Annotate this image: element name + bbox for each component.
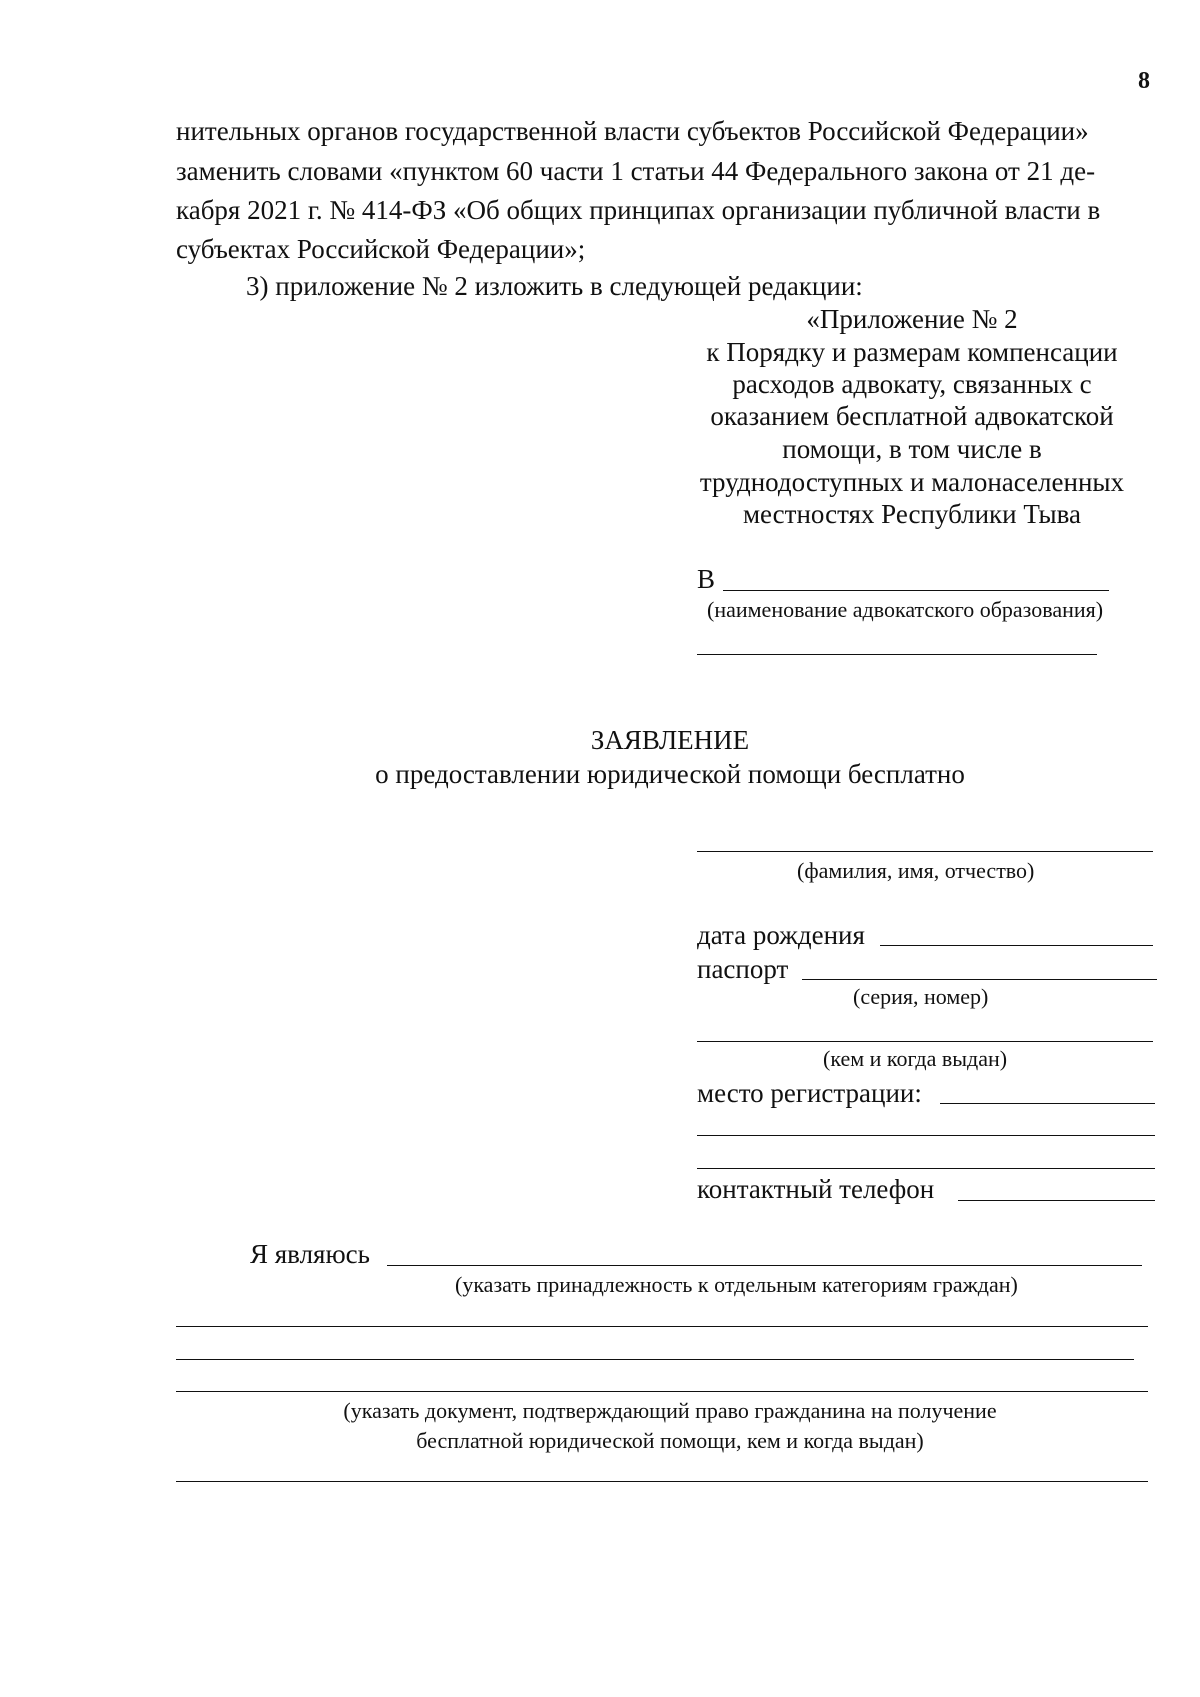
page-number: 8 <box>1138 68 1150 94</box>
appendix-line-3: расходов адвокату, связанных с <box>732 369 1092 399</box>
addressee-line-2[interactable] <box>697 654 1097 655</box>
phone-label: контактный телефон <box>697 1174 935 1204</box>
phone-line[interactable] <box>958 1200 1155 1201</box>
appendix-line-1: «Приложение № 2 <box>806 304 1018 334</box>
registration-line-2[interactable] <box>697 1135 1155 1136</box>
intro-line-3: кабря 2021 г. № 414-ФЗ «Об общих принципах организации публичной власти в <box>176 195 1101 225</box>
birth-date-line[interactable] <box>880 945 1153 946</box>
addressee-caption: (наименование адвокатского образования) <box>707 597 1104 622</box>
passport-line[interactable] <box>802 979 1157 980</box>
appendix-line-7: местностях Республики Тыва <box>742 499 1082 529</box>
addressee-prefix: В <box>697 564 716 594</box>
status-caption: (указать принадлежность к отдельным категориям граждан) <box>455 1272 1018 1297</box>
passport-label: паспорт <box>697 954 789 984</box>
intro-line-1: нительных органов государственной власти субъектов Российской Федерации» <box>176 116 1089 146</box>
intro-line-4: субъектах Российской Федерации»; <box>176 234 586 264</box>
appendix-line-2: к Порядку и размерам компенсации <box>706 337 1118 367</box>
document-subtitle: о предоставлении юридической помощи бесплатно <box>375 759 965 789</box>
registration-line-3[interactable] <box>697 1168 1155 1169</box>
addressee-line[interactable] <box>723 590 1109 591</box>
registration-label: место регистрации: <box>697 1078 922 1108</box>
issued-line[interactable] <box>697 1041 1153 1042</box>
fio-caption: (фамилия, имя, отчество) <box>797 858 1035 883</box>
document-line-3[interactable] <box>176 1391 1148 1392</box>
document-caption-1: (указать документ, подтверждающий право гражданина на получение <box>343 1398 997 1423</box>
document-line-2[interactable] <box>176 1359 1134 1360</box>
fio-line[interactable] <box>697 851 1153 852</box>
document-line-4[interactable] <box>176 1481 1148 1482</box>
passport-caption: (серия, номер) <box>853 984 989 1009</box>
issued-caption: (кем и когда выдан) <box>823 1046 1008 1071</box>
document-caption-2: бесплатной юридической помощи, кем и когда выдан) <box>416 1428 924 1453</box>
appendix-line-6: труднодоступных и малонаселенных <box>699 467 1125 497</box>
status-line[interactable] <box>387 1265 1142 1266</box>
intro-line-2: заменить словами «пунктом 60 части 1 статьи 44 Федерального закона от 21 де- <box>176 156 1096 186</box>
appendix-line-4: оказанием бесплатной адвокатской <box>710 401 1114 431</box>
document-line-1[interactable] <box>176 1326 1148 1327</box>
birth-date-label: дата рождения <box>697 920 865 950</box>
appendix-line-5: помощи, в том числе в <box>782 434 1042 464</box>
item-3-text: 3) приложение № 2 изложить в следующей редакции: <box>246 271 863 301</box>
registration-line[interactable] <box>940 1103 1155 1104</box>
document-title: ЗАЯВЛЕНИЕ <box>590 725 750 755</box>
status-label: Я являюсь <box>250 1239 370 1269</box>
